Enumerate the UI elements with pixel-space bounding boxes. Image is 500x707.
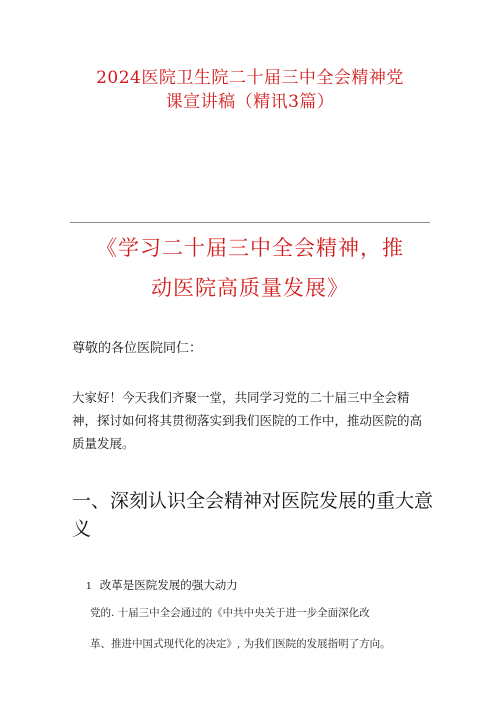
subsection-title: 改革是医院发展的强大动力 [99, 578, 238, 592]
body-text-line-2: 革、推进中国式现代化的决定》, 为我们医院的发展指明了方向。 [90, 638, 391, 650]
body-text-line-1: 党的. 十届三中全会通过的《中共中央关于进一步全面深化改 [90, 607, 370, 619]
speech-title [64, 228, 436, 308]
speech-title-line-1: 《学习二十届三中全会精神，推 [96, 236, 404, 260]
document-title-line-2: 课宣讲稿（精讯3篇） [165, 92, 335, 112]
horizontal-divider [70, 222, 430, 223]
subsection-heading-1 [86, 576, 238, 596]
document-title [40, 66, 460, 114]
subsection-number: 1 [86, 582, 92, 592]
salutation: 尊敬的各位医院同仁： [72, 341, 203, 356]
section-heading-1: 一、深刻认识全会精神对医院发展的重大意义 [72, 490, 434, 540]
intro-paragraph: 大家好！今天我们齐聚一堂，共同学习党的二十届三中全会精神，探讨如何将其贯彻落实到我们医院的工作中，推动医院的高质量发展。 [72, 390, 423, 451]
speech-title-line-2: 动医院高质量发展》 [151, 276, 349, 300]
document-title-line-1: 2024医院卫生院二十届三中全会精神党 [96, 68, 404, 88]
